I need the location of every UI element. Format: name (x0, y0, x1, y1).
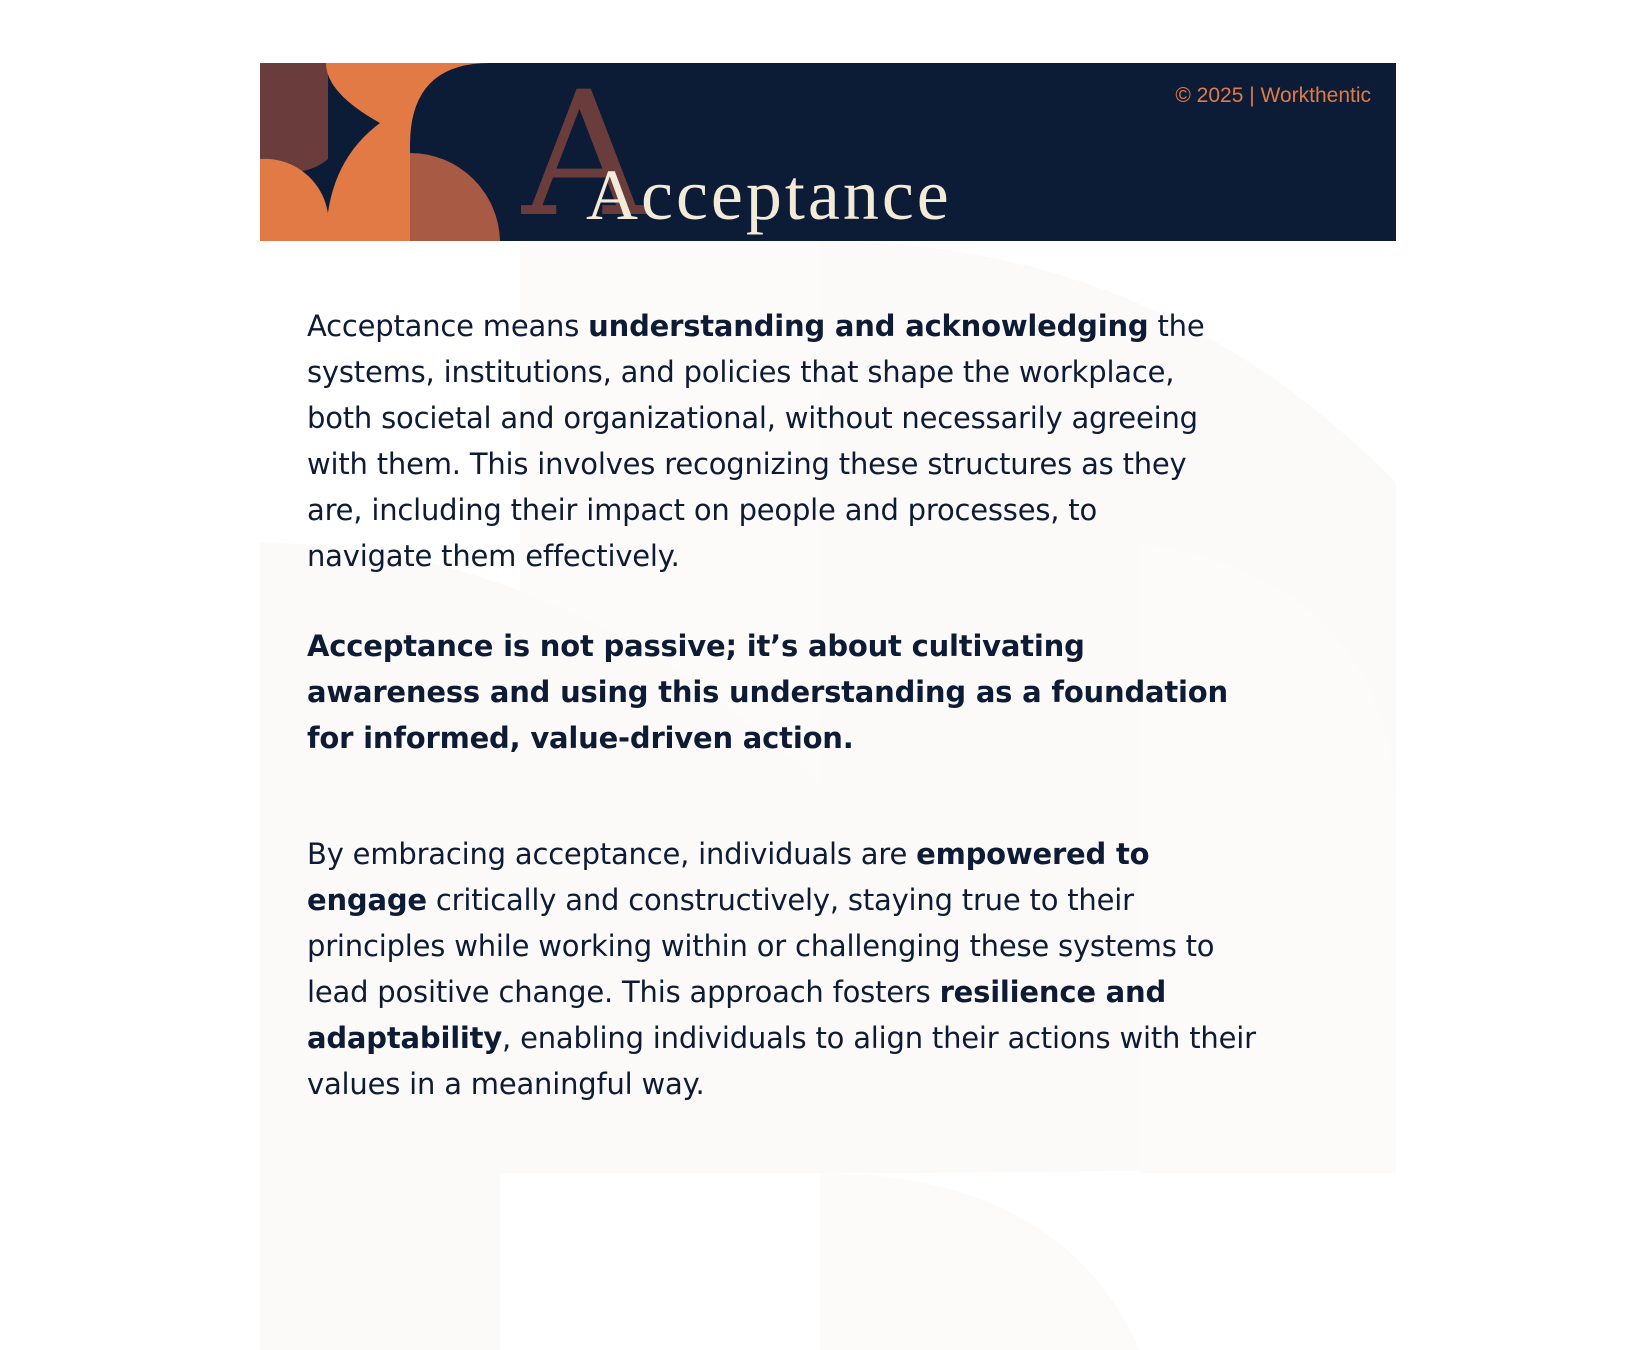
text-line: with them. This involves recognizing these structures as they (307, 447, 1187, 481)
text-line: both societal and organizational, without necessarily agreeing (307, 401, 1198, 435)
decorative-initial: A (522, 63, 647, 241)
text-line: are, including their impact on people and processes, to (307, 493, 1098, 527)
paragraph-key-statement (307, 623, 1307, 761)
header-banner (260, 63, 1396, 241)
emphasis: engage (307, 883, 427, 917)
text-line: adaptability, enabling individuals to align their actions with their (307, 1021, 1256, 1055)
paragraph-definition (307, 303, 1387, 579)
text-line: awareness and using this understanding as a foundation (307, 675, 1228, 709)
copyright-notice: © 2025 | Workthentic (1175, 84, 1371, 107)
text-line: lead positive change. This approach fosters resilience and (307, 975, 1167, 1009)
text-line: for informed, value-driven action. (307, 721, 854, 755)
text-line: systems, institutions, and policies that shape the workplace, (307, 355, 1175, 389)
text-line: values in a meaningful way. (307, 1067, 705, 1101)
page-title: Acceptance (586, 155, 952, 235)
emphasis: adaptability (307, 1021, 503, 1055)
emphasis: resilience and (939, 975, 1167, 1009)
text-line: navigate them effectively. (307, 539, 680, 573)
emphasis: understanding and acknowledging (588, 309, 1149, 343)
paragraph-benefits (307, 831, 1387, 1107)
text-line: By embracing acceptance, individuals are empowered to (307, 837, 1150, 871)
text-line: principles while working within or challenging these systems to (307, 929, 1215, 963)
text-line: engage critically and constructively, staying true to their (307, 883, 1134, 917)
text-line: Acceptance is not passive; it’s about cultivating (307, 629, 1085, 663)
text-line: Acceptance means understanding and acknowledging the (307, 309, 1205, 343)
emphasis: empowered to (916, 837, 1150, 871)
document-page (260, 63, 1396, 1350)
